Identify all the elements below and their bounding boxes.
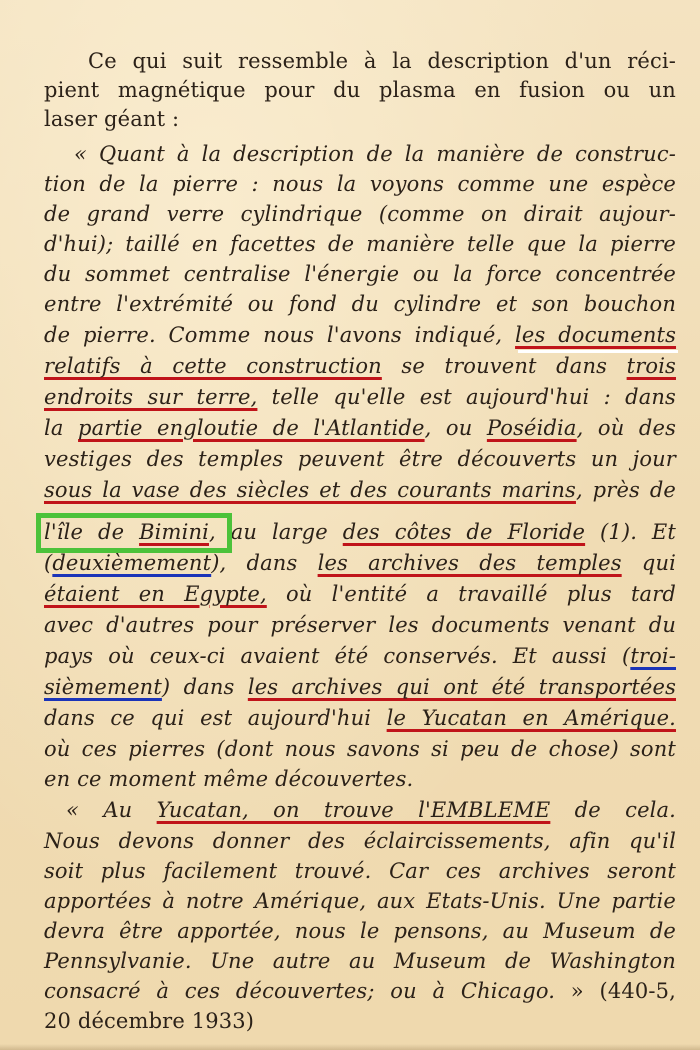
page-edge-shadow <box>0 1044 700 1050</box>
quote2-line-7: consacré à ces découvertes; ou à Chicago. » (440-5, <box>44 979 676 1003</box>
underline-yucatan-amerique: le Yucatan en Amérique. <box>386 706 676 730</box>
quote-line-7: de pierre. Comme nous l'avons indiqué, les documents <box>44 323 677 347</box>
underline-troi: troi- <box>630 644 676 668</box>
quote2-line-4: apportées à notre Amérique, aux Etats-Unis. Une partie <box>44 889 676 913</box>
underline-poseidia: Poséidia <box>486 416 577 440</box>
underline-sous-la-vase: sous la vase des siècles et des courants marins <box>44 478 576 502</box>
underline-archives-transportees: les archives qui ont été transportées <box>247 675 676 699</box>
citation-line: 20 décembre 1933) <box>44 1009 255 1033</box>
quote-line-17: pays où ceux-ci avaient été conservés. Et aussi (troi- <box>44 644 676 668</box>
quote-line-19: dans ce qui est aujourd'hui le Yucatan en Amérique. <box>44 706 676 730</box>
quote-line-11: vestiges des temples peuvent être découverts un jour <box>44 447 676 471</box>
underline-egypte: étaient en Egypte, <box>44 582 267 606</box>
underline-siemement: sièmement <box>44 675 162 699</box>
underline-atlantide: partie engloutie de l'Atlantide <box>78 416 425 440</box>
quote-line-2: tion de la pierre : nous la voyons comme une espèce <box>44 172 676 196</box>
underline-yucatan-embleme: Yucatan, on trouve l'EMBLEME <box>156 798 551 822</box>
quote2-line-2: Nous devons donner des éclaircissements, afin qu'il <box>44 829 676 853</box>
underline-archives-temples: les archives des temples <box>317 551 622 575</box>
quote-line-9: endroits sur terre, telle qu'elle est aujourd'hui : dans <box>44 385 676 409</box>
quote-line-16: avec d'autres pour préserver les documents venant du <box>44 613 676 637</box>
quote-line-8: relatifs à cette construction se trouvent dans trois <box>44 354 676 378</box>
quote-line-18: sièmement) dans les archives qui ont été transportées <box>44 675 676 699</box>
underline-trois: trois <box>626 354 676 378</box>
quote-line-6: entre l'extrémité ou fond du cylindre et son bouchon <box>44 292 676 316</box>
quote2-line-1: « Au Yucatan, on trouve l'EMBLEME de cela. <box>66 798 677 822</box>
quote-line-3: de grand verre cylindrique (comme on dirait aujour- <box>44 202 676 226</box>
quote2-line-5: devra être apportée, nous le pensons, au Museum de <box>44 919 676 943</box>
quote-line-12: sous la vase des siècles et des courants marins, près de <box>44 478 677 502</box>
text-line-3: laser géant : <box>44 107 180 131</box>
underline-les-documents: les documents <box>515 323 677 347</box>
text-line-1: Ce qui suit ressemble à la description d'un réci- <box>88 49 676 73</box>
quote2-line-6: Pennsylvanie. Une autre au Museum de Washington <box>44 949 676 973</box>
quote-line-10: la partie engloutie de l'Atlantide, ou Poséidia, où des <box>44 416 676 440</box>
quote-line-4: d'hui); taillé en facettes de manière telle que la pierre <box>44 232 676 256</box>
quote-line-5: du sommet centralise l'énergie ou la force concentrée <box>44 262 676 286</box>
quote2-line-3: soit plus facilement trouvé. Car ces archives seront <box>44 859 676 883</box>
quote-line-15: étaient en Egypte, où l'entité a travaillé plus tard <box>44 582 676 606</box>
quote-line-14: (deuxièmement), dans les archives des temples qui <box>44 551 676 575</box>
quote-line-21: en ce moment même découvertes. <box>44 767 414 791</box>
text-line-2: pient magnétique pour du plasma en fusion ou un <box>44 78 676 102</box>
underline-deuxiemement: deuxièmement <box>52 551 212 575</box>
underline-endroits-sur-terre: endroits sur terre, <box>44 385 258 409</box>
quote-line-13: l'île de Bimini, au large des côtes de Floride (1). Et <box>44 520 676 544</box>
quote-line-1: « Quant à la description de la manière de construc- <box>74 142 676 166</box>
white-underline-mark <box>518 350 678 353</box>
underline-cotes-floride: des côtes de Floride <box>342 520 586 544</box>
quote-line-20: où ces pierres (dont nous savons si peu de chose) sont <box>44 737 676 761</box>
underline-bimini: Bimini <box>139 520 209 544</box>
underline-relatifs-construction: relatifs à cette construction <box>44 354 382 378</box>
